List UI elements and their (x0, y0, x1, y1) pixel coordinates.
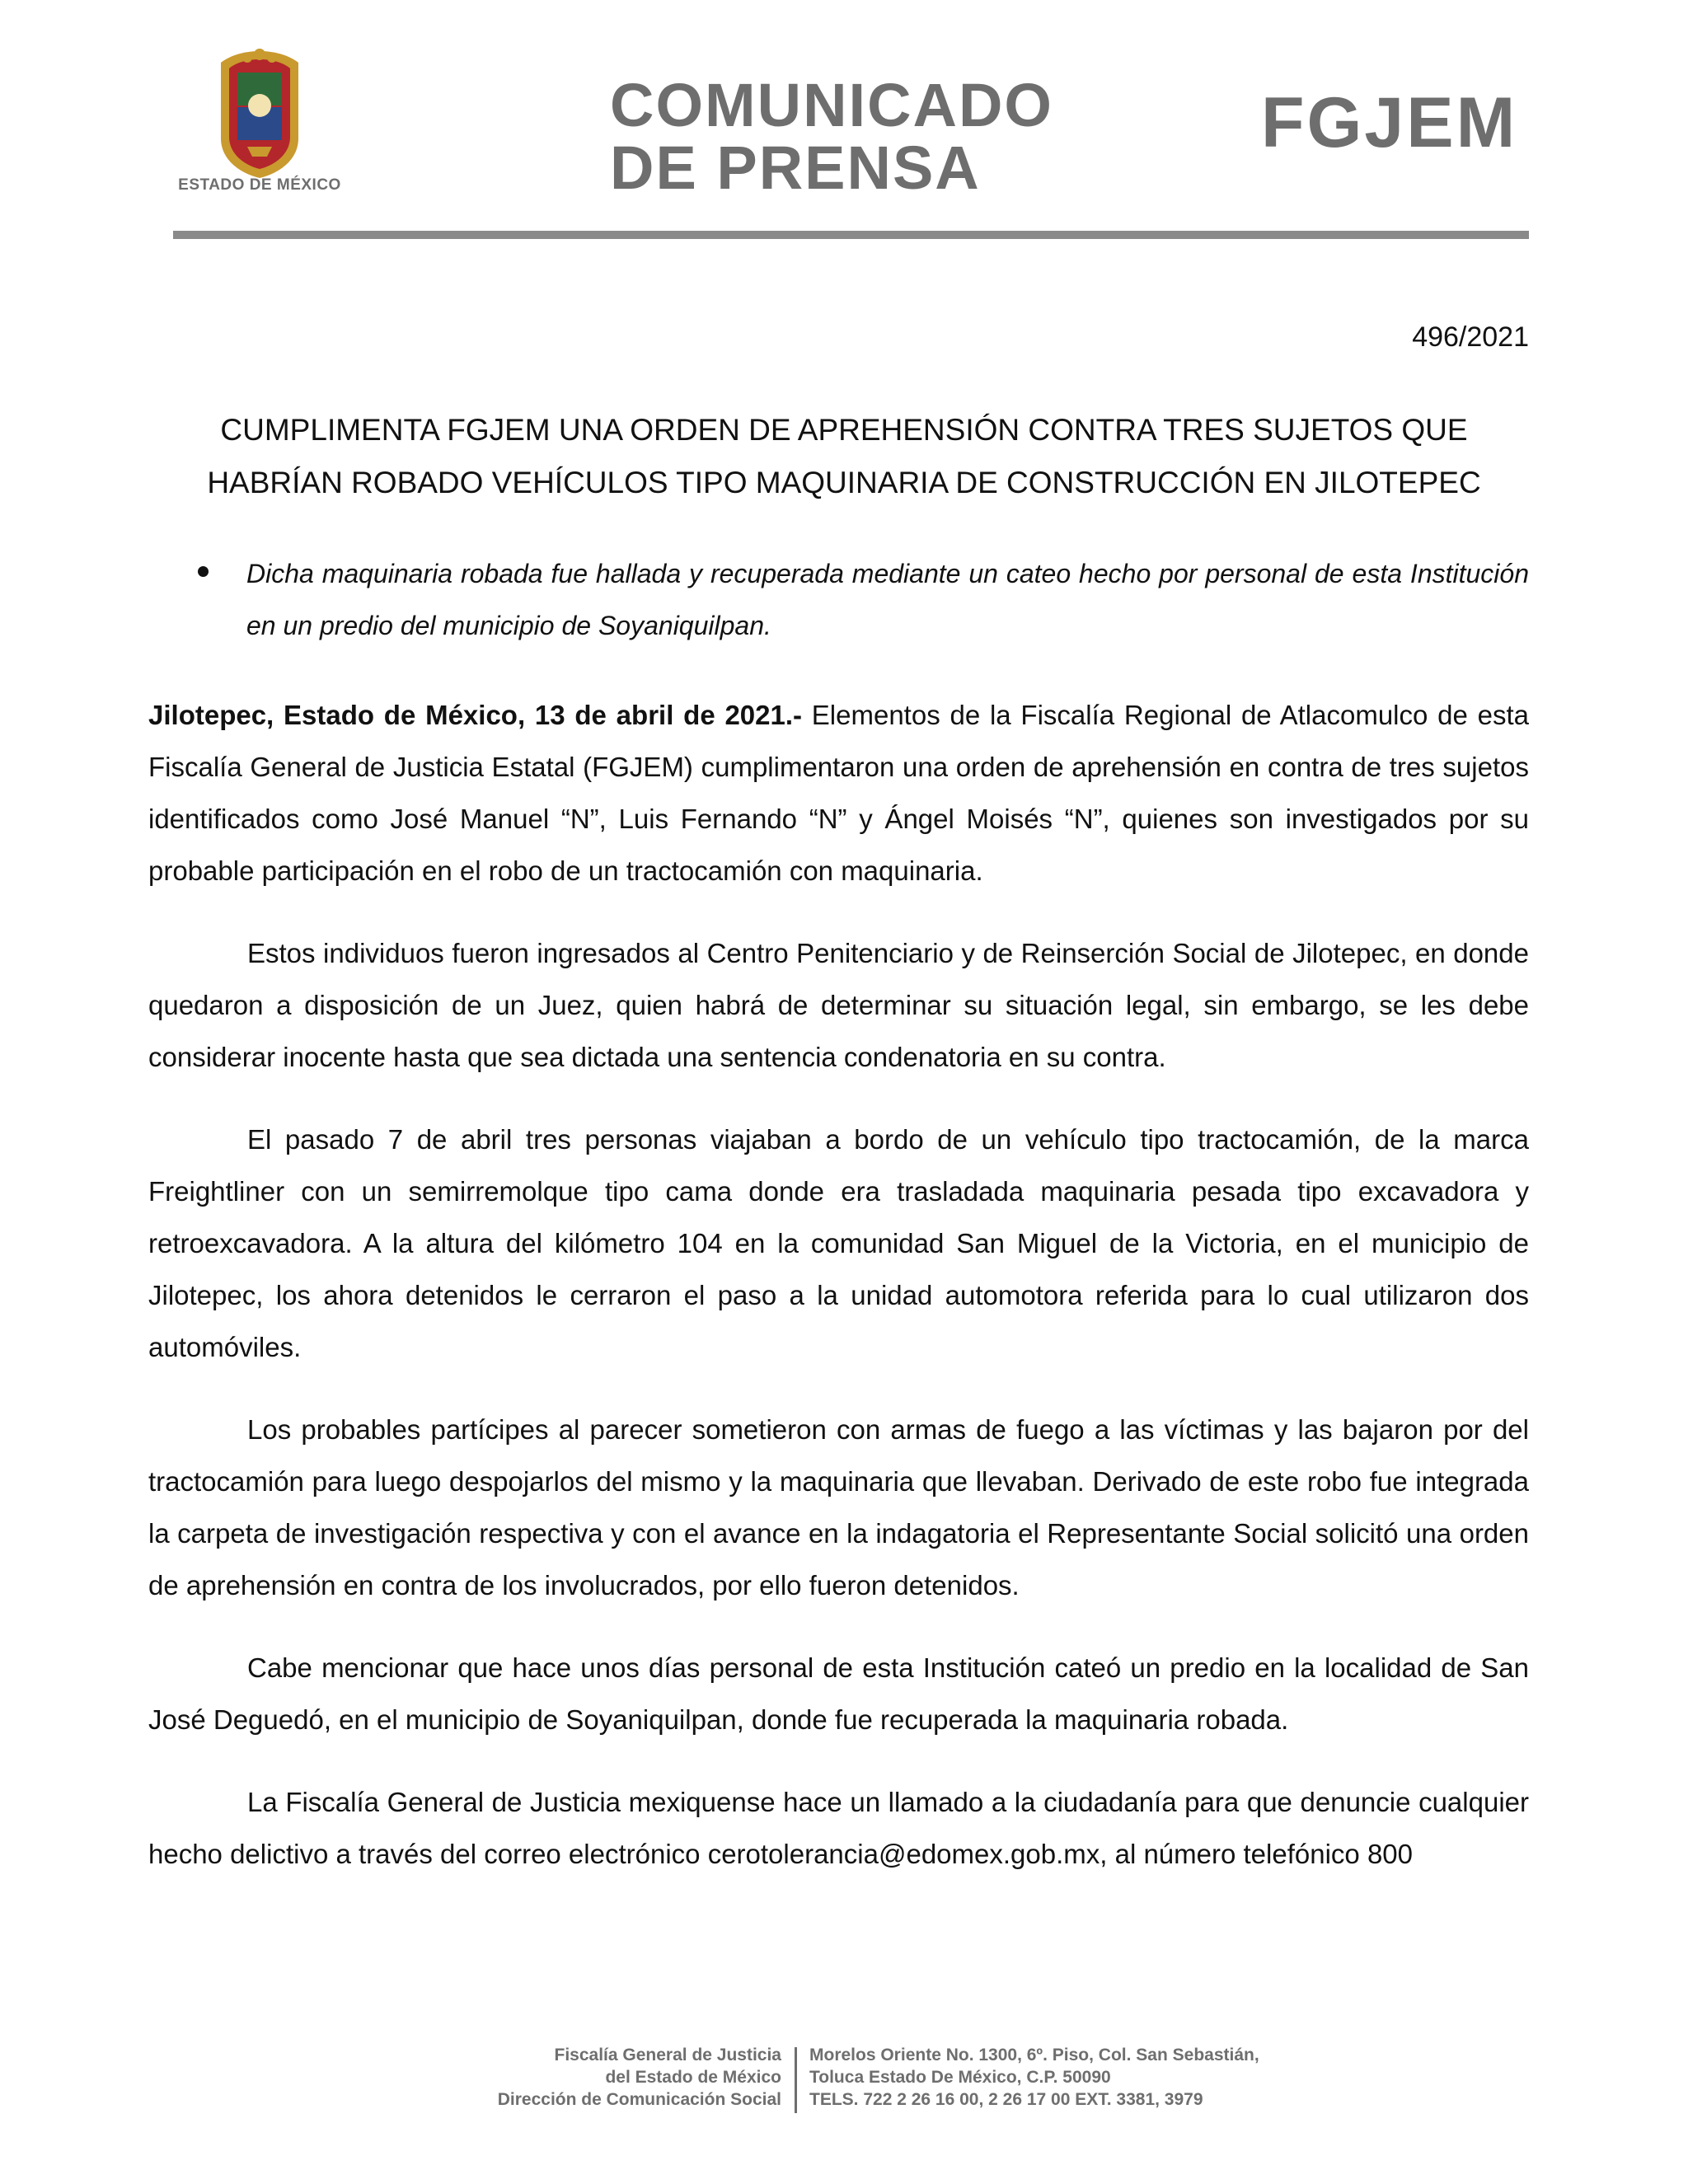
footer-right-line-2: Toluca Estado De México, C.P. 50090 (809, 2068, 1111, 2087)
summary-bullet (198, 548, 1529, 652)
footer-left-line-1: Fiscalía General de Justicia (554, 2046, 781, 2064)
article-body (148, 689, 1529, 1910)
page-header (0, 0, 1688, 247)
dateline: Jilotepec, Estado de México, 13 de abril de 2021.- (148, 700, 803, 730)
document-number: 496/2021 (1412, 321, 1529, 353)
footer-left-line-2: del Estado de México (605, 2068, 781, 2087)
paragraph-2: Estos individuos fueron ingresados al Centro Penitenciario y de Reinserción Social de Jilotepec, en donde quedaron a disposición de un Juez, quien habrá de determinar su situación legal, sin embargo, se les debe considerar inocente hasta que sea dictada una sentencia condenatoria en su contra. (148, 938, 1529, 1072)
footer-divider (795, 2047, 797, 2113)
summary-bullet-text: Dicha maquinaria robada fue hallada y recuperada mediante un cateo hecho por personal de esta Institución en un predio del municipio de Soyaniquilpan. (246, 559, 1529, 640)
state-seal-icon (198, 48, 321, 181)
agency-logo-text: FGJEM (1261, 83, 1518, 162)
title-line-1: COMUNICADO (610, 71, 1053, 139)
header-divider (173, 231, 1529, 239)
footer-address (809, 2044, 1259, 2111)
paragraph-5: Cabe mencionar que hace unos días personal de esta Institución cateó un predio en la localidad de San José Deguedó, en el municipio de Soyaniquilpan, donde fue recuperada la maquinaria robada. (148, 1652, 1529, 1735)
footer-right-line-3: TELS. 722 2 26 16 00, 2 26 17 00 EXT. 3381, 3979 (809, 2090, 1203, 2109)
paragraph-3: El pasado 7 de abril tres personas viajaban a bordo de un vehículo tipo tractocamión, de la marca Freightliner con un semirremolque tipo cama donde era trasladada maquinaria pesada tipo excavadora y retroexcavadora. A la altura del kilómetro 104 en la comunidad San Miguel de la Victoria, en el municipio de Jilotepec, los ahora detenidos le cerraron el paso a la unidad automotora referida para lo cual utilizaron dos automóviles. (148, 1124, 1529, 1362)
title-line-2: DE PRENSA (610, 134, 981, 202)
headline (148, 404, 1540, 509)
footer-right-line-1: Morelos Oriente No. 1300, 6º. Piso, Col. San Sebastián, (809, 2046, 1259, 2064)
press-release-title (610, 71, 1104, 202)
headline-line-1: CUMPLIMENTA FGJEM UNA ORDEN DE APREHENSIÓN CONTRA TRES SUJETOS QUE (220, 413, 1468, 447)
state-label: ESTADO DE MÉXICO (178, 176, 341, 194)
paragraph-1 (148, 689, 1529, 897)
bullet-dot-icon (198, 566, 209, 577)
footer-institution (498, 2044, 781, 2111)
page-footer (0, 2044, 1688, 2135)
paragraph-6: La Fiscalía General de Justicia mexiquense hace un llamado a la ciudadanía para que denuncie cualquier hecho delictivo a través del correo electrónico cerotolerancia@edomex.gob.mx, al número telefónico 800 (148, 1787, 1529, 1869)
headline-line-2: HABRÍAN ROBADO VEHÍCULOS TIPO MAQUINARIA DE CONSTRUCCIÓN EN JILOTEPEC (207, 466, 1481, 499)
paragraph-1-text: Elementos de la Fiscalía Regional de Atlacomulco de esta Fiscalía General de Justicia Estatal (FGJEM) cumplimentaron una orden de aprehensión en contra de tres sujetos identificados como José Manuel “N”, Luis Fernando “N” y Ángel Moisés “N”, quienes son investigados por su probable participación en el robo de un tractocamión con maquinaria. (148, 700, 1529, 886)
footer-left-line-3: Dirección de Comunicación Social (497, 2090, 781, 2109)
paragraph-4: Los probables partícipes al parecer sometieron con armas de fuego a las víctimas y las bajaron por del tractocamión para luego despojarlos del mismo y la maquinaria que llevaban. Derivado de este robo fue integrada la carpeta de investigación respectiva y con el avance en la indagatoria el Representante Social solicitó una orden de aprehensión en contra de los involucrados, por ello fueron detenidos. (148, 1414, 1529, 1601)
